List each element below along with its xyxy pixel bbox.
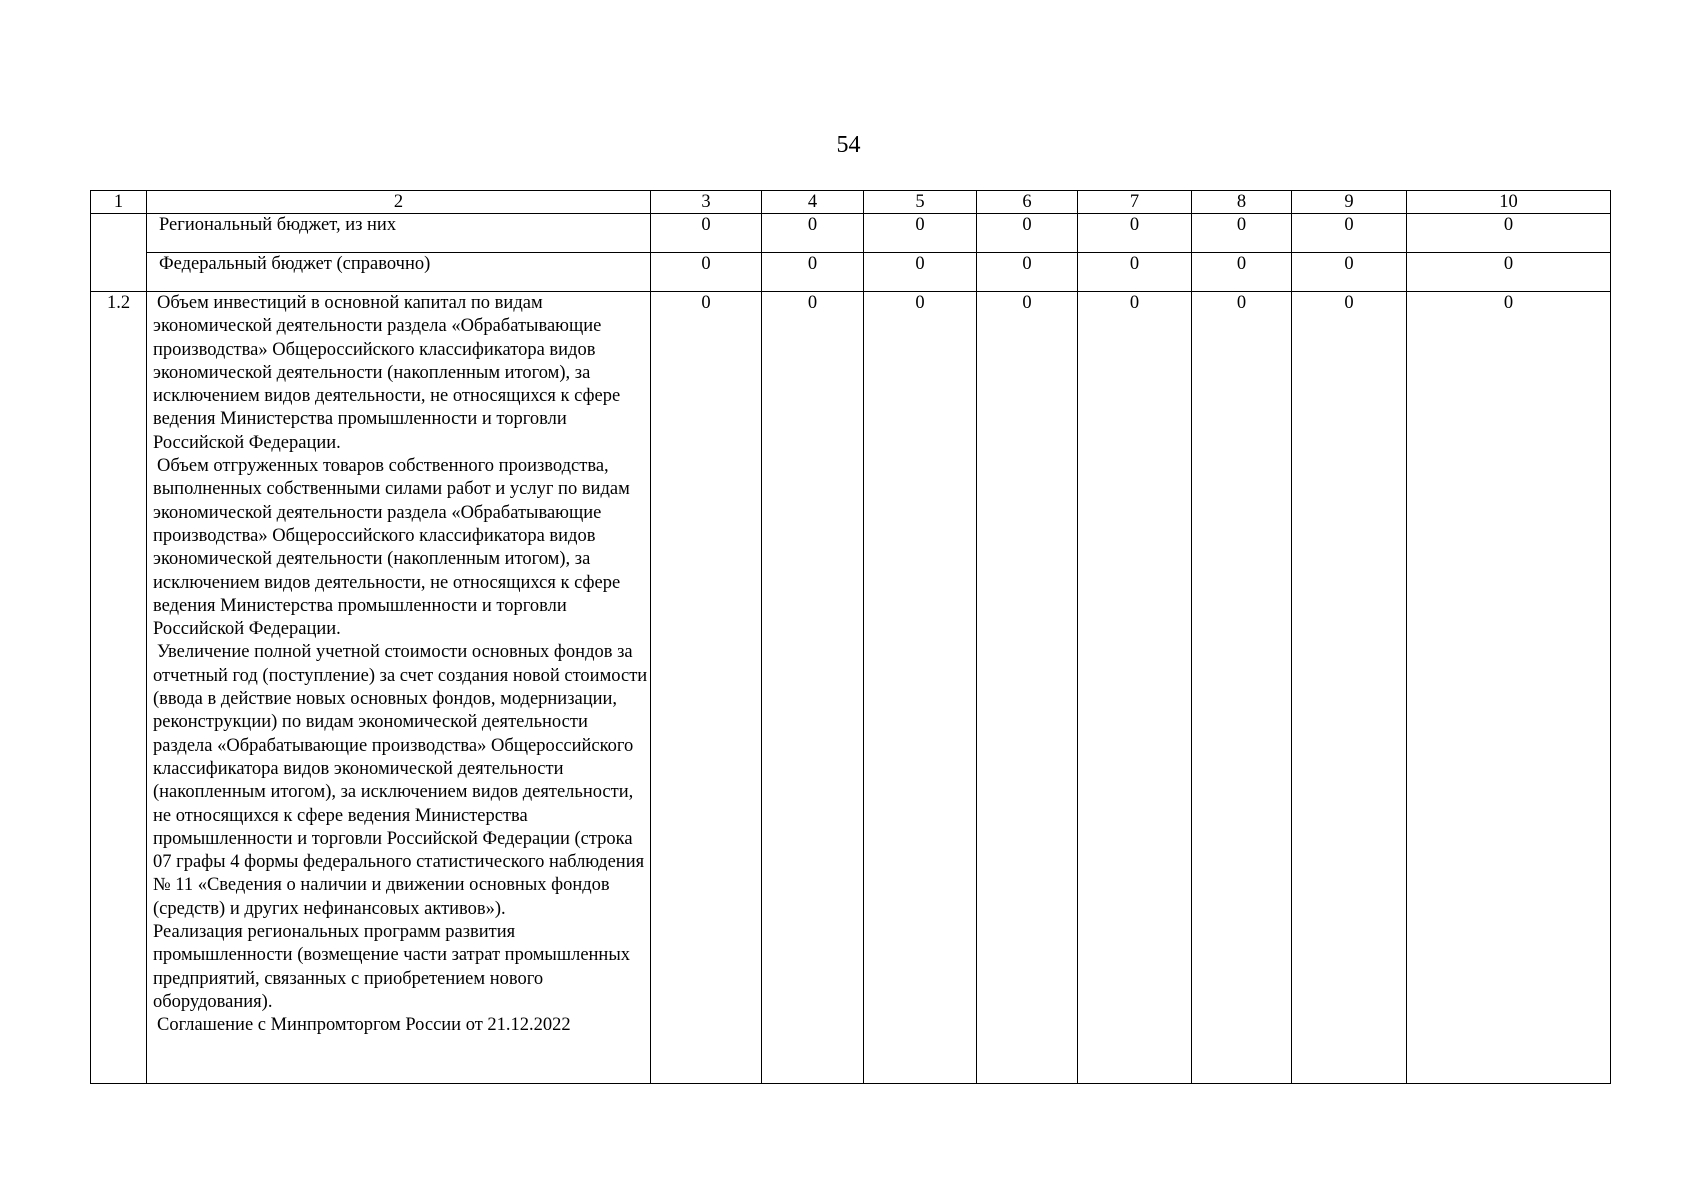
value-cell: 0	[762, 253, 864, 292]
value-cell: 0	[1292, 292, 1407, 1084]
value-cell: 0	[762, 292, 864, 1084]
column-number: 1	[91, 191, 147, 214]
value-cell: 0	[651, 214, 762, 253]
column-number: 8	[1192, 191, 1292, 214]
column-number: 6	[977, 191, 1078, 214]
value-cell: 0	[977, 214, 1078, 253]
value-cell: 0	[864, 253, 977, 292]
row-index: 1.2	[91, 292, 147, 1084]
column-number: 2	[147, 191, 651, 214]
value-cell: 0	[977, 253, 1078, 292]
item-description	[147, 292, 651, 1084]
column-numbers-row	[91, 191, 1611, 214]
column-number: 3	[651, 191, 762, 214]
value-cell: 0	[651, 253, 762, 292]
value-cell: 0	[1192, 292, 1292, 1084]
value-cell: 0	[977, 292, 1078, 1084]
column-number: 5	[864, 191, 977, 214]
federal-budget-label: Федеральный бюджет (справочно)	[159, 254, 431, 274]
value-cell: 0	[1292, 214, 1407, 253]
page-number: 54	[836, 132, 861, 158]
paragraph-fixed-assets: Увеличение полной учетной стоимости основных фондов за отчетный год (поступление) за счет создания новой стоимости (ввода в действие новых основных фондов, модернизации, реконструкции) по видам экономической деятельности раздела «Обрабатывающие производства» Общероссийского классификатора видов экономической деятельности (накопленным итогом), за исключением видов деятельности, не относящихся к сфере ведения Министерства промышленности и торговли Российской Федерации (строка 07 графы 4 формы федерального статистического наблюдения № 11 «Сведения о наличии и движении основных фондов (средств) и других нефинансовых активов»).	[153, 642, 648, 919]
value-cell: 0	[1078, 292, 1192, 1084]
value-cell: 0	[1407, 214, 1611, 253]
column-number: 4	[762, 191, 864, 214]
value-cell: 0	[1078, 214, 1192, 253]
paragraph-agreement: Соглашение с Минпромторгом России от 21.12.2022	[157, 1015, 571, 1036]
table-row-item-1-2	[91, 292, 1611, 1084]
column-number: 9	[1292, 191, 1407, 214]
value-cell: 0	[651, 292, 762, 1084]
value-cell: 0	[864, 292, 977, 1084]
column-number: 10	[1407, 191, 1611, 214]
row-index-cell	[91, 214, 147, 292]
indicators-table	[90, 190, 1611, 1084]
table-row-federal-budget	[91, 253, 1611, 292]
paragraph-shipped-goods: Объем отгруженных товаров собственного производства, выполненных собственными силами работ и услуг по видам экономической деятельности раздела «Обрабатывающие производства» Общероссийского классификатора видов экономической деятельности (накопленным итогом), за исключением видов деятельности, не относящихся к сфере ведения Министерства промышленности и торговли Российской Федерации.	[153, 456, 630, 640]
paragraph-regional-programs: Реализация региональных программ развития промышленности (возмещение части затрат промышленных предприятий, связанных с приобретением нового оборудования).	[153, 922, 631, 1012]
value-cell: 0	[1192, 253, 1292, 292]
value-cell: 0	[1407, 253, 1611, 292]
value-cell: 0	[762, 214, 864, 253]
table-row-regional-budget	[91, 214, 1611, 253]
value-cell: 0	[1407, 292, 1611, 1084]
value-cell: 0	[1192, 214, 1292, 253]
row-label	[147, 253, 651, 292]
paragraph-investments: Объем инвестиций в основной капитал по видам экономической деятельности раздела «Обрабатывающие производства» Общероссийского классификатора видов экономической деятельности (накопленным итогом), за исключением видов деятельности, не относящихся к сфере ведения Министерства промышленности и торговли Российской Федерации.	[153, 293, 621, 453]
value-cell: 0	[1292, 253, 1407, 292]
value-cell: 0	[1078, 253, 1192, 292]
column-number: 7	[1078, 191, 1192, 214]
regional-budget-label: Региональный бюджет, из них	[159, 215, 397, 235]
row-label	[147, 214, 651, 253]
value-cell: 0	[864, 214, 977, 253]
